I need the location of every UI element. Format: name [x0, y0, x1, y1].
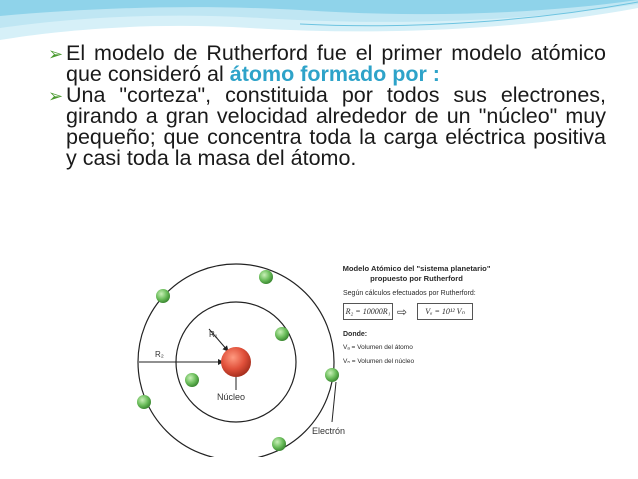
bullet-rutherford-intro — [48, 43, 606, 85]
arrow-check-bullet-icon: ➢ — [48, 44, 64, 65]
panel-title: Modelo Atómico del "sistema planetario" propuesto por Rutherford — [342, 264, 491, 283]
electron — [259, 270, 273, 284]
calc-intro: Según cálculos efectuados por Rutherford: — [343, 290, 476, 297]
equation-radius: R₂ = 10000R₁ — [343, 303, 393, 320]
arrow-check-bullet-icon: ➢ — [48, 86, 64, 107]
highlighted-phrase: átomo formado por : — [229, 62, 440, 86]
label-r1: R₁ — [209, 330, 218, 339]
electron — [275, 327, 289, 341]
label-r2: R₂ — [155, 350, 164, 359]
nucleus — [221, 347, 251, 377]
electron — [185, 373, 199, 387]
top-wave-decoration — [0, 0, 638, 44]
def-volume-nucleus: Vₙ = Volumen del núcleo — [343, 358, 415, 365]
equation-row — [329, 303, 504, 321]
slide-body-text — [48, 43, 606, 169]
implies-arrow-icon: ⇨ — [397, 305, 408, 319]
def-volume-atom: Vₐ = Volumen del átomo — [343, 344, 413, 351]
label-nucleo: Núcleo — [217, 392, 246, 402]
bullet-text: El modelo de Rutherford fue el primer modelo atómico que consideró al — [66, 41, 606, 86]
electron — [156, 289, 170, 303]
electron-pointer — [332, 382, 336, 422]
label-electron: Electrón — [312, 426, 346, 436]
donde-label: Donde: — [343, 331, 368, 338]
bullet-text: Una "corteza", constituida por todos sus electrones, girando a gran velocidad alrededor de un "núcleo" muy pequeño; que concentra toda la carga eléctrica positiva y casi toda la masa del átomo. — [66, 83, 606, 170]
bullet-corteza — [48, 85, 606, 169]
electron — [325, 368, 339, 382]
explanation-panel — [329, 264, 504, 365]
electron — [137, 395, 151, 409]
electron — [272, 437, 286, 451]
equation-volume: Vₐ = 10¹² Vₙ — [417, 303, 473, 320]
rutherford-model-figure — [129, 262, 504, 457]
